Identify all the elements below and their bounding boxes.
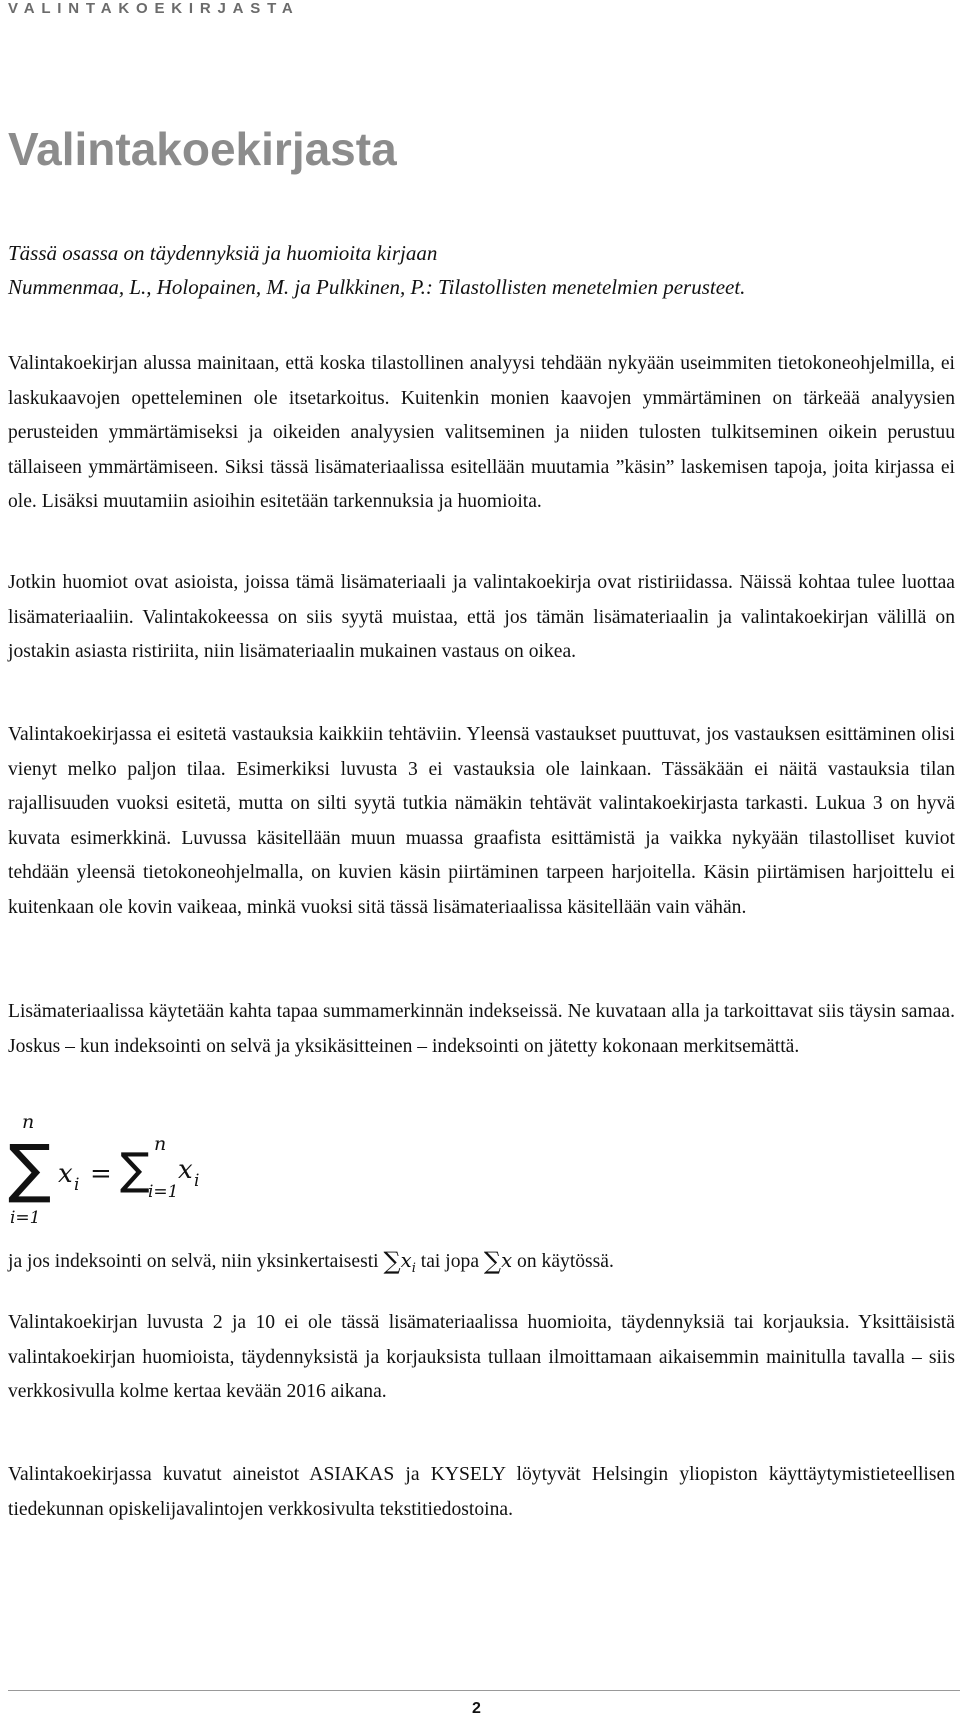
paragraph-chapters: Valintakoekirjan luvusta 2 ja 10 ei ole tässä lisämateriaalissa huomioita, täydennyksiä tai korjauksia. Yksittäisistä valintakoekirjan huomioista, täydennyksistä ja korjauksista tullaan ilmoittamaan aikaisemmin mainitulla tavalla – siis verkkosivulla kolme kertaa kevään 2016 aikana. [8, 1312, 955, 1402]
subtitle-line-2: Nummenmaa, L., Holopainen, M. ja Pulkkinen, P.: Tilastollisten menetelmien perusteet. [8, 275, 746, 299]
paragraph-answers: Valintakoekirjassa ei esitetä vastauksia kaikkiin tehtäviin. Yleensä vastaukset puuttuvat, jos vastauksen esittäminen olisi vienyt melko paljon tilaa. Esimerkiksi luvusta 3 ei vastauksia ole lainkaan. Tässäkään ei näitä vastauksia tilan rajallisuuden vuoksi esitetä, mutta on silti syytä tutkia nämäkin tehtävät valintakoekirjasta tarkasti. Lukua 3 on hyvä kuvata esimerkkinä. Luvussa käsitellään muun muassa graafista esittämistä ja vaikka nykyään tilastolliset kuviot tehdään yleensä tietokoneohjelmalla, on kuvien käsin piirtäminen tarpeen harjoitella. Käsin piirtämisen harjoittelu ei kuitenkaan ole kovin vaikeaa, minkä vuoksi sitä tässä lisämateriaalissa käsitellään vain vähän. [8, 724, 955, 918]
subtitle [8, 236, 908, 304]
footer-rule [8, 1690, 960, 1691]
formula-sigma-right: ∑ [120, 1144, 150, 1195]
formula-equals: = [90, 1159, 112, 1189]
formula-term-left: x [58, 1159, 73, 1189]
formula-sigma-left: ∑ [8, 1132, 52, 1206]
paragraph-contradictions: Jotkin huomiot ovat asioista, joissa tämä lisämateriaali ja valintakoekirja ovat ristiriidassa. Näissä kohtaa tulee luottaa lisämateriaaliin. Valintakokeessa on siis syytä muistaa, että jos tämän lisämateriaalin ja valintakoekirjan välillä on jostakin asiasta ristiriita, niin lisämateriaalin mukainen vastaus on oikea. [8, 572, 955, 662]
paragraph-datasets: Valintakoekirjassa kuvatut aineistot ASIAKAS ja KYSELY löytyvät Helsingin yliopiston käyttäytymistieteellisen tiedekunnan opiskelijavalintojen verkkosivulta tekstitiedostoina. [8, 1464, 955, 1520]
page-title: Valintakoekirjasta [8, 123, 397, 175]
page-number: 2 [472, 1700, 481, 1717]
inline-sigma-2: ∑ [483, 1247, 502, 1275]
inline-term-1-sub: i [411, 1260, 416, 1276]
inline-sigma-1: ∑ [383, 1247, 401, 1275]
paragraph-summation: Lisämateriaalissa käytetään kahta tapaa summamerkinnän indekseissä. Ne kuvataan alla ja tarkoittavat siis täysin samaa. Joskus – kun indeksointi on selvä ja yksikäsitteinen – indeksointi on jätetty kokonaan merkitsemättä. [8, 1001, 955, 1057]
inline-term-2: x [501, 1249, 513, 1272]
inline-text-middle: tai jopa [420, 1251, 480, 1272]
formula-sub-left: i [74, 1175, 80, 1195]
inline-text-before: ja jos indeksointi on selvä, niin yksinkertaisesti [8, 1251, 379, 1272]
inline-term-1: x [400, 1249, 412, 1272]
inline-text-after: on käytössä. [517, 1251, 614, 1272]
inline-notation-line [8, 1244, 955, 1286]
formula-term-right: x [178, 1155, 193, 1185]
formula-sub-right: i [194, 1171, 200, 1191]
formula-upper-left: n [22, 1112, 35, 1133]
formula-upper-right: n [154, 1133, 167, 1155]
running-header: VALINTAKOEKIRJASTA [8, 0, 300, 17]
formula-lower-left: i=1 [10, 1208, 41, 1228]
paragraph-intro: Valintakoekirjan alussa mainitaan, että koska tilastollinen analyysi tehdään nykyään useimmiten tietokoneohjelmilla, ei laskukaavojen opetteleminen ole itsetarkoitus. Kuitenkin monien kaavojen ymmärtäminen on tärkeää analyysien perusteiden ymmärtämiseksi ja oikeiden analyysien valitseminen ja niiden tulosten tulkitseminen oikein perustuu tällaiseen ymmärtämiseen. Siksi tässä lisämateriaalissa esitellään muutamia ”käsin” laskemisen tapoja, joita kirjassa ei ole. Lisäksi muutamiin asioihin esitetään tarkennuksia ja huomioita. [8, 353, 955, 512]
summation-formula [8, 1112, 308, 1232]
formula-lower-right: i=1 [148, 1182, 179, 1202]
subtitle-line-1: Tässä osassa on täydennyksiä ja huomioita kirjaan [8, 241, 438, 265]
